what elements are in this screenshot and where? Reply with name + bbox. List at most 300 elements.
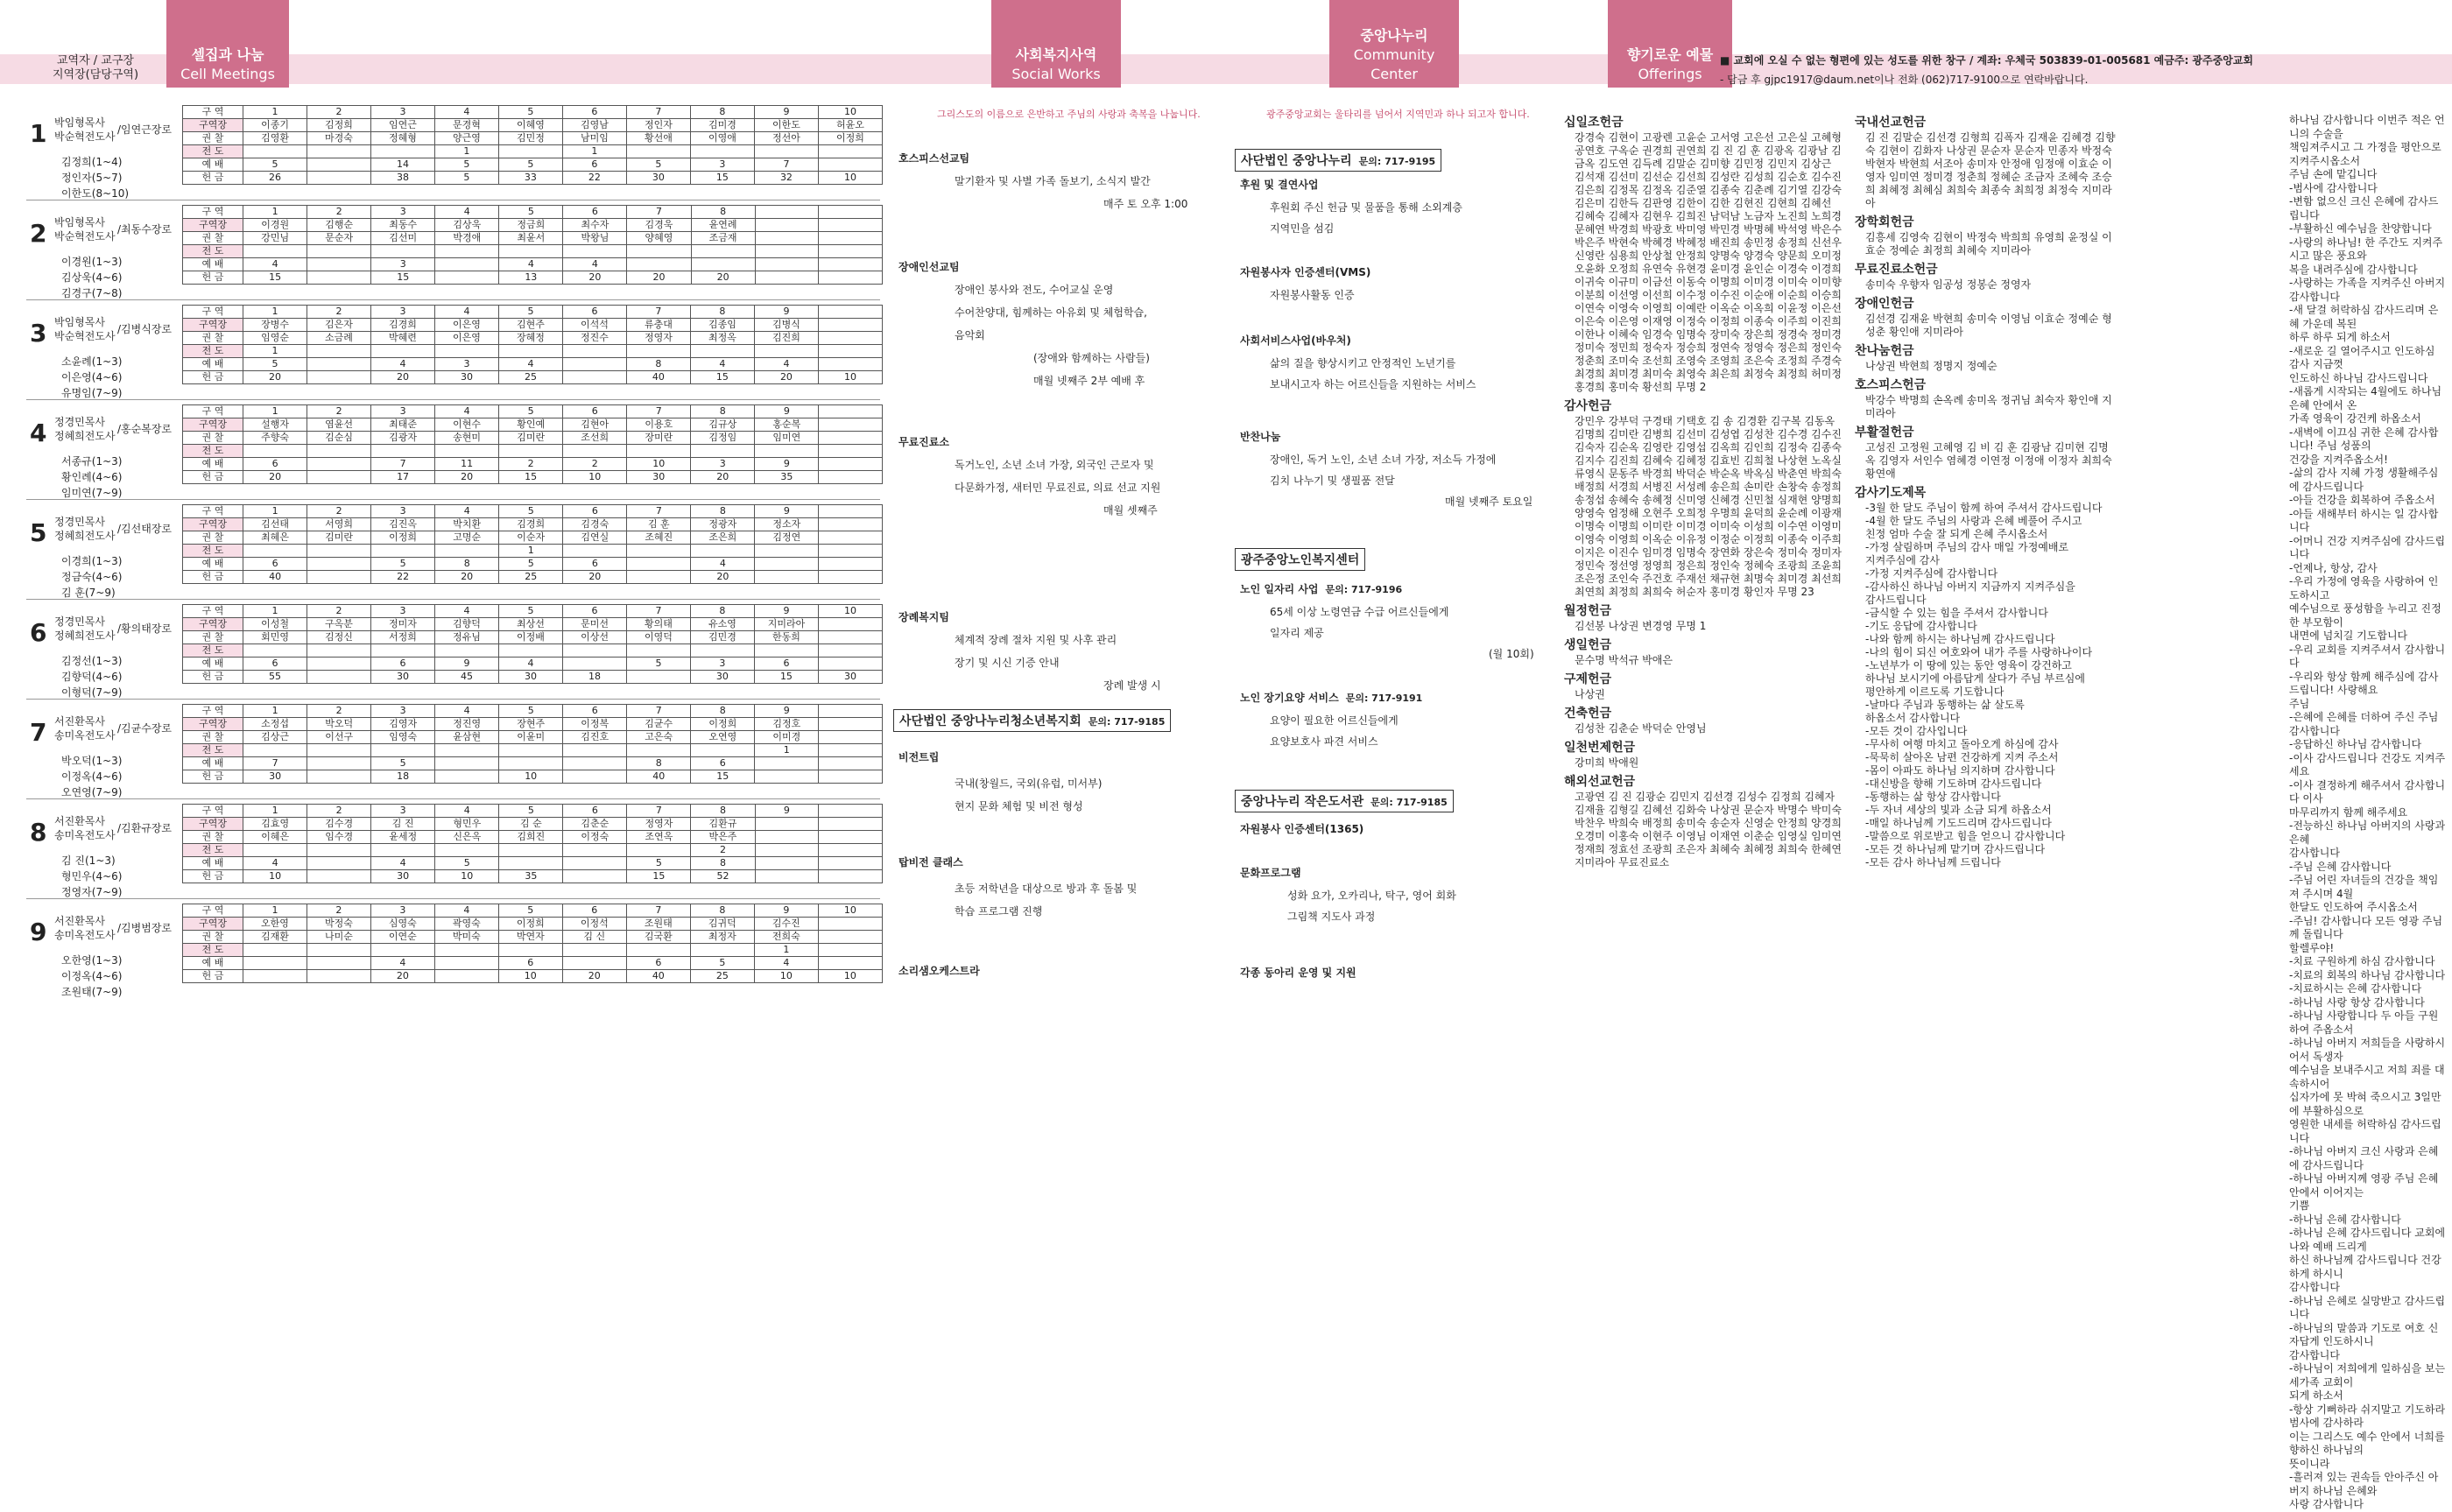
cell-value: 18: [371, 770, 435, 784]
cell-value: [499, 757, 563, 770]
section-phone: 문의: 717-9196: [1325, 584, 1403, 595]
cell-value: 18: [563, 671, 627, 684]
cell-row-worship: [183, 158, 883, 172]
cell-value: 10: [818, 371, 882, 384]
cell-table: [182, 804, 883, 883]
cell-value: [819, 432, 883, 445]
pastor-name: 박임형목사: [54, 316, 105, 328]
cell-value: [499, 245, 563, 258]
cell-value: 4: [499, 258, 563, 271]
cell-value: 8: [690, 106, 754, 119]
cell-value: [371, 744, 435, 757]
cell-row-region: [183, 904, 883, 918]
cell-value: 김민정: [498, 132, 562, 145]
elder-leader: /홍순복장로: [117, 423, 173, 435]
cell-value: 3: [690, 158, 754, 172]
cell-value: 김수진: [754, 918, 818, 931]
cell-row-evang: [183, 944, 883, 957]
community-line: 장애인, 독거 노인, 소년 소녀 가장, 저소득 가정에: [1270, 454, 1497, 466]
cell-value: [819, 206, 883, 219]
cell-value: 7: [627, 805, 691, 818]
elder-leader: /김균수장로: [117, 722, 173, 735]
cell-value: 5: [434, 158, 498, 172]
offering-names: 송미숙 우향자 임공성 정봉순 정영자: [1865, 278, 2032, 291]
section-divider: [26, 399, 880, 400]
cell-value: [307, 658, 371, 671]
social-line: 독거노인, 소년 소녀 가장, 외국인 근로자 및: [955, 459, 1154, 471]
notice-line-1: ■ 교회에 오실 수 없는 형편에 있는 성도를 위한 창구 / 계좌: 우체국 503839-01-005681 예금주: 광주중앙교회: [1720, 54, 2253, 67]
cell-value: 김정신: [307, 631, 371, 644]
cell-value: 이성철: [243, 618, 307, 631]
cell-value: [818, 944, 882, 957]
social-line: 매주 토 오후 1:00: [1103, 198, 1188, 210]
box-phone: 문의: 717-9185: [1370, 797, 1448, 808]
cell-value: [755, 219, 819, 232]
cell-value: [690, 644, 754, 658]
cell-number: 7: [30, 718, 47, 747]
cell-row-leader: [183, 219, 883, 232]
cell-value: 이용호: [627, 418, 691, 432]
cell-value: 최태준: [371, 418, 435, 432]
cell-value: 8: [627, 757, 691, 770]
cell-value: [818, 931, 882, 944]
cell-value: 9: [755, 805, 819, 818]
community-line: 후원회 주신 헌금 및 물품을 통해 소외계층: [1270, 201, 1462, 214]
cell-value: [819, 831, 883, 844]
community-box: [1235, 790, 1454, 812]
cell-value: 김 훈: [627, 518, 691, 531]
offering-title: 찬나눔헌금: [1855, 344, 1914, 358]
cell-table: [182, 205, 883, 285]
group-leader: 이경희(1~3): [61, 555, 123, 567]
elder-leader: /황의태장로: [117, 622, 173, 635]
offering-title: 국내선교헌금: [1855, 116, 1927, 130]
cell-value: 5: [498, 904, 562, 918]
cell-value: [499, 844, 563, 857]
cell-value: 40: [627, 770, 691, 784]
cell-value: 22: [562, 172, 626, 185]
cell-value: 김춘순: [563, 818, 627, 831]
cell-value: [627, 558, 691, 571]
cell-value: 3: [371, 206, 435, 219]
cell-value: [371, 245, 435, 258]
community-line: 매월 넷째주 토요일: [1445, 496, 1533, 508]
cell-value: [307, 545, 371, 558]
cell-value: 3: [690, 658, 754, 671]
group-leader: 오한영(1~3): [61, 954, 123, 967]
row-label: 권 찰: [183, 731, 243, 744]
offering-names: 김 진 김말순 김선경 김형희 김폭자 김재윤 김혜경 김향숙 김현이 김화자 나상권 문순자 문순자 민종자 박정숙 박현자 박현희 서조아 송미자 안정애 임정애 이효순 이영자 임미연 정미경 정춘희 정혜순 조금자 조혜숙 조승희 최혜정 최혜심 최희숙 최종숙 최희정 최정숙 지미라아: [1865, 131, 2116, 209]
cell-value: [563, 371, 627, 384]
cell-value: 정진수: [563, 332, 627, 345]
cell-value: 이영덕: [627, 631, 691, 644]
cell-value: 20: [243, 471, 307, 484]
cell-value: [435, 545, 499, 558]
cell-value: 10: [498, 970, 562, 983]
cell-value: [755, 232, 819, 245]
cell-value: 20: [563, 571, 627, 584]
cell-value: 김병식: [754, 319, 818, 332]
offering-title: 해외선교헌금: [1564, 775, 1636, 789]
cell-value: [434, 644, 498, 658]
cell-value: 한동희: [754, 631, 818, 644]
cell-value: 6: [243, 658, 307, 671]
cell-value: 1: [499, 545, 563, 558]
social-line: 다문화가정, 새터민 무료진료, 의료 선교 지원: [955, 482, 1161, 494]
cell-value: [563, 445, 627, 458]
cell-value: [307, 644, 371, 658]
cell-value: 10: [818, 605, 882, 618]
cell-value: 김효영: [243, 818, 307, 831]
cell-value: [755, 571, 819, 584]
offering-group: [1855, 295, 2117, 339]
cell-row-region: [183, 106, 883, 119]
cell-value: 5: [627, 658, 691, 671]
cell-value: 문미선: [563, 618, 627, 631]
community-line: 요양이 필요한 어르신들에게: [1270, 714, 1399, 727]
cell-value: [499, 744, 563, 757]
cell-value: 박경애: [435, 232, 499, 245]
row-label: 권 찰: [183, 531, 243, 545]
cell-value: 6: [563, 558, 627, 571]
cell-value: 문경혁: [434, 119, 498, 132]
group-leader: 정금숙(4~6): [61, 571, 123, 583]
group-leader: 박오덕(1~3): [61, 755, 123, 767]
community-heading: [1240, 581, 1402, 596]
cell-value: [307, 145, 371, 158]
row-label: 구역장: [183, 219, 243, 232]
cell-value: 3: [370, 904, 434, 918]
cell-value: [818, 918, 882, 931]
cell-value: [819, 232, 883, 245]
cell-number: 9: [30, 918, 47, 946]
cell-value: 20: [754, 371, 818, 384]
cell-value: 10: [818, 172, 882, 185]
cell-value: 6: [562, 904, 626, 918]
cell-value: 15: [691, 770, 755, 784]
community-line: 그림책 지도사 과정: [1287, 911, 1376, 923]
cell-row-offering: [183, 271, 883, 285]
cell-value: [627, 671, 691, 684]
header-left-title: 교역자 / 교구장: [57, 54, 134, 67]
cell-value: 박치환: [435, 518, 499, 531]
row-label: 예 배: [183, 358, 243, 371]
cell-value: 4: [435, 705, 499, 718]
cell-value: 30: [690, 671, 754, 684]
cell-value: 4: [498, 358, 562, 371]
cell-value: 이현수: [435, 418, 499, 432]
offering-title: 장애인헌금: [1855, 297, 1914, 311]
cell-value: 김영환: [243, 132, 307, 145]
section-title: 노인 일자리 사업: [1240, 583, 1319, 595]
cell-table: [182, 404, 883, 484]
cell-row-evang: [183, 345, 883, 358]
cell-row-evang: [183, 644, 883, 658]
cell-value: [755, 818, 819, 831]
cell-value: 10: [818, 106, 882, 119]
cell-row-region: [183, 805, 883, 818]
cell-value: 김순심: [307, 432, 371, 445]
cell-value: 김현주: [498, 319, 562, 332]
tab-social-works: [991, 0, 1121, 88]
cell-value: 5: [499, 206, 563, 219]
group-leader: 정인자(5~7): [61, 172, 123, 184]
offering-names: 고성진 고정원 고혜영 김 비 김 훈 김광남 김미현 김명옥 김영자 서인수 염혜경 이연정 이정애 이정자 최희숙 황연애: [1865, 441, 2112, 480]
cell-value: 이윤미: [499, 731, 563, 744]
offering-group: [1855, 424, 2117, 481]
cell-value: 20: [563, 271, 627, 285]
cell-value: 11: [435, 458, 499, 471]
cell-value: [818, 306, 882, 319]
row-label: 구역장: [183, 818, 243, 831]
community-line: 지역민을 섬김: [1270, 222, 1335, 235]
cell-value: 8: [691, 505, 755, 518]
cell-value: [819, 744, 883, 757]
cell-value: 40: [243, 571, 307, 584]
cell-value: 정소자: [755, 518, 819, 531]
cell-value: 유소영: [690, 618, 754, 631]
cell-value: 양근영: [434, 132, 498, 145]
cell-value: [434, 970, 498, 983]
cell-value: 김 진: [371, 818, 435, 831]
cell-value: [627, 844, 691, 857]
elder-leader: /김선태장로: [117, 523, 173, 535]
cell-number: 2: [30, 219, 47, 248]
cell-value: 5: [499, 405, 563, 418]
cell-value: 30: [498, 671, 562, 684]
cell-value: 5: [434, 172, 498, 185]
cell-value: 4: [435, 206, 499, 219]
elder-leader: /김병범장로: [117, 922, 173, 934]
cell-pastors: [54, 615, 186, 643]
cell-row-host: [183, 831, 883, 844]
cell-value: 김정임: [691, 432, 755, 445]
box-title-text: 사단법인 중앙나누리: [1241, 154, 1352, 168]
cell-value: 1: [754, 944, 818, 957]
cell-value: 15: [754, 671, 818, 684]
cell-value: 허윤오: [818, 119, 882, 132]
cell-value: [818, 618, 882, 631]
cell-value: 9: [754, 106, 818, 119]
cell-value: 6: [563, 206, 627, 219]
cell-value: [563, 770, 627, 784]
social-heading: 무료진료소: [898, 436, 949, 448]
cell-value: 7: [626, 904, 690, 918]
group-leaders: [61, 953, 184, 1000]
cell-value: 10: [243, 870, 307, 883]
cell-row-leader: [183, 518, 883, 531]
cell-value: 1: [243, 805, 307, 818]
cell-value: [819, 718, 883, 731]
cell-row-leader: [183, 319, 883, 332]
cell-value: [755, 245, 819, 258]
cell-value: [562, 944, 626, 957]
group-leader: 소윤례(1~3): [61, 355, 123, 368]
cell-value: 주향숙: [243, 432, 307, 445]
cell-value: 6: [370, 658, 434, 671]
cell-value: [627, 445, 691, 458]
cell-value: 5: [243, 358, 307, 371]
group-leader: 오연영(7~9): [61, 786, 123, 798]
group-leader: 이경원(1~3): [61, 256, 123, 268]
header-left: [39, 54, 152, 82]
cell-value: 2: [307, 505, 371, 518]
cell-table: [182, 704, 883, 784]
cell-value: [307, 371, 371, 384]
cell-value: [306, 957, 370, 970]
cell-value: 김향덕: [434, 618, 498, 631]
cell-value: [435, 245, 499, 258]
cell-value: 2: [307, 705, 371, 718]
cell-value: 이정배: [498, 631, 562, 644]
cell-value: 박혜련: [370, 332, 434, 345]
cell-value: 3: [371, 705, 435, 718]
cell-value: [307, 571, 371, 584]
cell-row-worship: [183, 658, 883, 671]
social-heading: 호스피스선교팀: [898, 152, 970, 165]
cell-value: [754, 145, 818, 158]
cell-row-leader: [183, 618, 883, 631]
social-line: 장례 발생 시: [1103, 679, 1161, 692]
cell-value: [754, 345, 818, 358]
cell-value: 오연영: [691, 731, 755, 744]
section-divider: [26, 798, 880, 799]
cell-value: [435, 744, 499, 757]
cell-pastors: [54, 714, 186, 742]
cell-value: 문순자: [307, 232, 371, 245]
community-line: 성화 요가, 오카리나, 탁구, 영어 회화: [1287, 890, 1456, 902]
cell-value: [243, 844, 307, 857]
community-line: 보내시고자 하는 어르신들을 지원하는 서비스: [1270, 378, 1476, 390]
cell-value: [563, 345, 627, 358]
cell-value: 6: [563, 306, 627, 319]
cell-value: [434, 944, 498, 957]
offering-title: 구제헌금: [1564, 672, 1612, 686]
offering-names: 강미희 박애원: [1575, 756, 1639, 769]
cell-value: 구옥분: [307, 618, 371, 631]
group-leader: 김 진(1~3): [61, 854, 116, 867]
cell-value: 3: [371, 258, 435, 271]
cell-value: 45: [434, 671, 498, 684]
cell-value: 30: [626, 172, 690, 185]
offering-group: [1564, 739, 1843, 770]
cell-value: 황인예: [499, 418, 563, 432]
cell-value: 이정석: [562, 918, 626, 931]
offering-group: [1855, 342, 2117, 373]
group-leader: 이형덕(7~9): [61, 686, 123, 699]
cell-value: 조원태: [626, 918, 690, 931]
cell-value: 최동수: [371, 219, 435, 232]
row-label: 헌 금: [183, 770, 243, 784]
community-intro: 광주중앙교회는 울타리를 넘어서 지역민과 하나 되고자 합니다.: [1266, 109, 1530, 120]
cell-value: [755, 445, 819, 458]
cell-value: [370, 644, 434, 658]
offering-group: [1855, 484, 2117, 869]
cell-value: 서정희: [370, 631, 434, 644]
pastor-name: 정경민목사: [54, 615, 105, 628]
cell-row-host: [183, 232, 883, 245]
cell-value: 9: [754, 306, 818, 319]
cell-number: 8: [30, 818, 47, 847]
cell-value: 10: [563, 471, 627, 484]
cell-value: [819, 844, 883, 857]
cell-value: [626, 345, 690, 358]
cell-value: 4: [563, 258, 627, 271]
cell-value: 2: [499, 458, 563, 471]
cell-value: 3: [691, 458, 755, 471]
cell-value: 김규상: [691, 418, 755, 432]
cell-value: [818, 957, 882, 970]
cell-row-region: [183, 405, 883, 418]
elder-leader: /김병식장로: [117, 323, 173, 335]
cell-value: 5: [498, 605, 562, 618]
cell-value: 4: [434, 904, 498, 918]
cell-value: 이종기: [243, 119, 307, 132]
row-label: 구 역: [183, 805, 243, 818]
community-box: [1235, 149, 1441, 172]
cell-value: 7: [627, 505, 691, 518]
cell-value: [370, 345, 434, 358]
cell-value: 김경희: [499, 518, 563, 531]
cell-value: 고명순: [435, 531, 499, 545]
cell-value: 고은숙: [627, 731, 691, 744]
cell-value: 이미경: [755, 731, 819, 744]
row-label: 구역장: [183, 418, 243, 432]
cell-value: [819, 271, 883, 285]
row-label: 전 도: [183, 445, 243, 458]
header-left-sub: 지역장(담당구역): [52, 68, 139, 81]
cell-block: [0, 105, 884, 208]
box-phone: 문의: 717-9195: [1358, 156, 1436, 167]
cell-row-host: [183, 432, 883, 445]
cell-value: 8: [691, 405, 755, 418]
cell-value: 25: [499, 571, 563, 584]
cell-value: [818, 345, 882, 358]
row-label: 전 도: [183, 944, 243, 957]
cell-value: 20: [691, 571, 755, 584]
cell-row-worship: [183, 757, 883, 770]
cell-value: [435, 844, 499, 857]
cell-value: 10: [499, 770, 563, 784]
offering-names: 강경숙 김현이 고광렌 고윤순 고서영 고은선 고은실 고혜형 공연호 구옥순 권경희 권연희 김 진 김 훈 김광옥 김광남 김금옥 김도연 김득례 김말순 김미향 김민정 김민지 김상근 김석재 김선미 김선순 김선희 김성란 김성희 김순호 김수진 김은희 김정목 김정옥 김준열 김종숙 김춘례 김기열 김강숙 김은미 김한득 김판영 김한이 김한 김현진 김현희 김혜선 김혜숙 김혜자 김현우 김희진 남덕남 노금자 노진희 노희경 문혜연 박경희 박광호 박미영 박민경 박명혜 박석영 박은수 박은주 박현숙 박혜경 박혜정 배진희 송민정 송정희 신선우 신영란 심용희 안상철 안정희 양명숙 양경숙 양문희 오미정 오윤화 오정희 유연숙 유현경 윤미경 윤인순 이경숙 이경희 이귀숙 이규미 이금선 이동숙 이명희 이미경 이미숙 이미향 이분희 이선영 이선희 이수정 이수진 이순애 이순희 이승희 이연숙 이영숙 이영희 이예란 이옥순 이옥희 이윤정 이은선 이은숙 이은영 이재영 이정숙 이정희 이종숙 이주희 이진희 이한나 이혜숙 임경숙 임명숙 장미숙 장은희 정경숙 정미경 정미숙 정민희 정숙자 정승희 정연숙 정영숙 정은희 정인숙 정춘희 조미숙 조선희 조영숙 조영희 조은숙 조정희 주경숙 최경희 최미경 최미숙 최영숙 최은희 최정숙 최정희 허미정 홍경희 홍미숙 황선희 무명 2: [1575, 131, 1842, 393]
cell-value: 김수경: [307, 818, 371, 831]
cell-row-region: [183, 605, 883, 618]
offering-title: 감사기도제목: [1855, 486, 1927, 500]
cell-value: [691, 258, 755, 271]
youth-heading: 탑비전 클래스: [898, 856, 963, 869]
cell-row-offering: [183, 870, 883, 883]
group-leader: 이정옥(4~6): [61, 770, 123, 783]
cell-value: [563, 658, 627, 671]
cell-block: [0, 305, 884, 408]
offering-title: 감사헌금: [1564, 399, 1612, 413]
group-leader: 김 훈(7~9): [61, 587, 116, 599]
community-heading: 자원봉사자 인증센터(VMS): [1240, 266, 1371, 278]
cell-value: 정선아: [754, 132, 818, 145]
group-leader: 형민우(4~6): [61, 870, 123, 883]
group-leader: 이정옥(4~6): [61, 970, 123, 982]
community-line: 65세 이상 노령연금 수급 어르신들에게: [1270, 606, 1449, 618]
cell-value: 김정희: [307, 119, 371, 132]
social-line: 말기환자 및 사별 가족 돌보기, 소식지 발간: [955, 175, 1151, 187]
cell-value: 5: [371, 558, 435, 571]
cell-value: 6: [563, 405, 627, 418]
offering-title: 장학회헌금: [1855, 215, 1914, 229]
cell-value: 4: [370, 957, 434, 970]
offering-names: 문수명 박석규 박애은: [1575, 654, 1673, 666]
thanks-prayers: 하나님 감사합니다 이번주 적은 언니의 수술을 책임져주시고 그 가정을 평안으로 지켜주시옵소서 주님 손에 맡깁니다 -범사에 감사합니다 -변함 없으신 크신 은혜에 감사드립니다 -부활하신 예수님을 찬양합니다 -사랑의 하나님! 한 주간도 지켜주시고 많은 풍요와 복을 내려주심에 감사합니다 -사랑하는 가족을 지켜주신 아버지 감사합니다 -새 달걸 허락하심 감사드리며 은혜 가운데 복된 하루 하루 되게 하소서 -새로운 길 열어주시고 인도하심 감사 지금껏 인도하신 하나님 감사드립니다 -새롭게 시작되는 4월에도 하나님 은혜 안에서 온 가족 영육이 강건케 하옵소서 -새벽에 이끄심 귀한 은혜 감사합니다! 주님 성품의 건강을 지켜주옵소서! -삶의 감사 지혜 가정 생활해주심에 감사드립니다 -아들 건강을 회복하여 주옵소서 -아들 새해부터 하시는 일 감사합니다 -어머니 건강 지켜주심에 감사드립니다 -언제나, 항상, 감사 -우리 가정에 영육을 사랑하여 인도하시고 예수님으로 풍성함을 누리고 진정한 부모함이 내면에 넘치길 기도합니다 -우리 교회를 지켜주셔서 감사합니다 -우리와 항상 함께 해주심에 감사드립니다! 사랑해요 주님 -은혜에 은혜를 더하여 주신 주님 감사합니다 -응답하신 하나님 감사합니다 -이사 감사드립니다 건강도 지켜주세요 -이사 결정하게 해주셔서 감사합니다 이사 마무리까지 함께 해주세요 -전능하신 하나님 아버지의 사랑과 은혜 감사합니다 -주님 은혜 감사합니다 -주님 어린 자녀들의 건강을 책임져 주시며 4월 한달도 인도하여 주시옵소서 -주님! 감사합니다 모든 영광 주님께 돌립니다 할렐루야! -치료 구원하게 하심 감사합니다 -치료의 회복의 하나님 감사합니다 -치료하시는 은혜 감사합니다 -하나님 사랑 항상 감사합니다 -하나님 사랑합니다 두 아들 구원하여 주옵소서 -하나님 아버지 저희들을 사랑하시어서 독생자 예수님을 보내주시고 저희 죄를 대속하시어 십자가에 못 박혀 죽으시고 3일만에 부활하심으로 영원한 내세를 허락하심 감사드립니다 -하나님 아버지 크신 사랑과 은혜에 감사드립니다 -하나님 아버지께 영광 주님 은혜 안에서 이어지는 기쁨 -하나님 은혜 감사합니다 -하나님 은혜 감사드립니다 교회에 나와 예배 드리게 하신 하나님께 감사드립니다 건강하게 하시니 감사합니다 -하나님 은혜로 실망받고 감사드립니다 -하나님의 말씀과 기도로 여호 신자답게 인도하시니 감사합니다 -하나님이 저희에게 일하심을 보는 세가족 교회이 되게 하소서 -항상 기뻐하라 쉬지말고 기도하라 범사에 감사하라 이는 그리스도 예수 안에서 너희를 향하신 하나님의 뜻이니라 -흘러져 있는 권속들 안아주신 아버지 하나님 은혜와 사랑 감사합니다: [2289, 114, 2446, 1510]
row-label: 전 도: [183, 644, 243, 658]
